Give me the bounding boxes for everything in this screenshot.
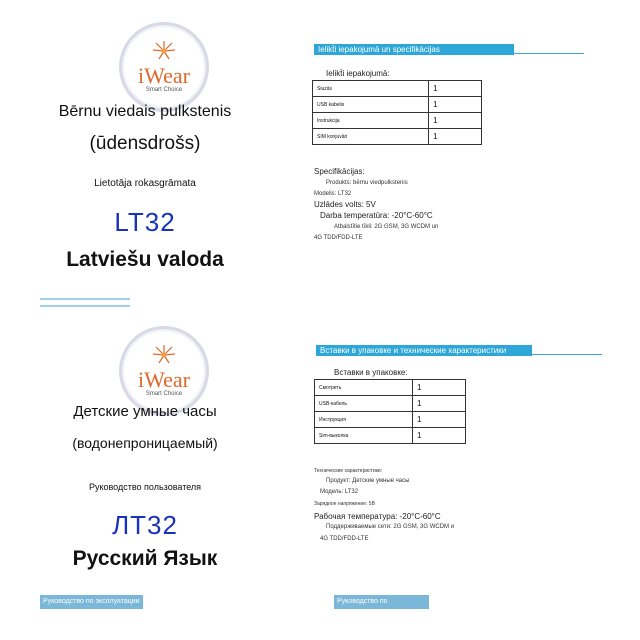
cover-manual-label: Руководство пользователя	[88, 482, 202, 492]
item-qty: 1	[413, 396, 466, 412]
spec-networks-cont: 4G TDD/FDD-LTE	[320, 536, 369, 542]
table-row	[313, 97, 482, 113]
brand-name: iWear	[138, 63, 190, 88]
spec-footer: Руководство по эксплуатации	[334, 595, 429, 609]
sun-icon	[150, 39, 178, 63]
cover-subtitle: (ūdensdrošs)	[89, 133, 201, 154]
package-label: Ielikt̄i iepakojumā:	[326, 69, 390, 78]
spec-product: Продукт: Детские умные часы	[326, 478, 410, 484]
cover-model: ЛТ32	[112, 510, 178, 540]
cover-language: Latviešu valoda	[66, 248, 224, 271]
item-qty: 1	[413, 412, 466, 428]
spec-charge-voltage: Зарядное напряжение: 5В	[314, 501, 375, 507]
table-row	[313, 129, 482, 145]
item-name: USB-кабель	[315, 396, 413, 412]
spec-header-bar: Ielikt̄i iepakojumā un specifikācijas	[314, 44, 514, 55]
spec-networks-cont: 4G TDD/FDD-LTE	[314, 235, 363, 241]
spec-operating-temp: Darba temperatūra: -20°C-60°C	[320, 211, 433, 220]
ru-cover-page	[0, 305, 300, 640]
table-row	[315, 412, 466, 428]
cover-subtitle: (водонепроницаемый)	[72, 435, 218, 451]
item-qty: 1	[429, 81, 482, 97]
item-name: Смотреть	[315, 380, 413, 396]
item-qty: 1	[429, 97, 482, 113]
item-qty: 1	[413, 380, 466, 396]
table-row	[315, 428, 466, 444]
spec-product: Produkts: bērnu viedpulkstenis	[326, 180, 408, 186]
spec-model: Modelis: LT32	[314, 191, 352, 197]
table-row	[313, 113, 482, 129]
table-row	[313, 81, 482, 97]
item-qty: 1	[429, 113, 482, 129]
cover-title: Bērnu viedais pulkstenis	[58, 103, 232, 120]
page-divider	[40, 298, 130, 300]
lv-spec-page	[300, 0, 640, 305]
brand-tagline: Smart Choice	[145, 391, 183, 397]
spec-networks: Atbalstītie tīkli: 2G GSM, 3G WCDM un	[334, 224, 439, 230]
iwear-logo	[119, 22, 209, 112]
item-name: Sim-выколка	[315, 428, 413, 444]
cover-language: Русский Язык	[72, 547, 218, 570]
cover-manual-label: Lietotāja rokasgrāmata	[94, 178, 196, 189]
cover-model: LT32	[114, 207, 176, 237]
cover-title: Детские умные часы	[73, 403, 217, 420]
spec-networks: Поддерживаемые сети: 2G GSM, 3G WCDM и	[326, 524, 455, 530]
table-row	[315, 396, 466, 412]
lv-cover-page	[0, 0, 300, 305]
sun-icon	[150, 343, 178, 367]
brand-name: iWear	[138, 367, 190, 392]
specs-label: Технические характеристики:	[314, 468, 383, 474]
item-name: Инструкция	[315, 412, 413, 428]
brand-tagline: Smart Choice	[145, 87, 183, 93]
spec-charge-voltage: Uzlādes volts: 5V	[314, 200, 376, 209]
ru-spec-page	[300, 305, 640, 640]
spec-header-bar: Вставки в упаковке и технические характеристики	[316, 345, 532, 356]
cover-footer: Руководство по эксплуатации	[40, 595, 143, 609]
item-qty: 1	[413, 428, 466, 444]
item-name: Instrukcija	[313, 113, 429, 129]
table-row	[315, 380, 466, 396]
package-table	[312, 80, 482, 145]
spec-model: Модель: LT32	[320, 489, 359, 495]
item-name: Siuzās	[313, 81, 429, 97]
item-qty: 1	[429, 129, 482, 145]
specs-label: Specifikācijas:	[314, 167, 365, 176]
page-divider	[40, 305, 130, 307]
spec-operating-temp: Рабочая температура: -20°C-60°C	[314, 512, 441, 521]
item-name: USB kabelis	[313, 97, 429, 113]
package-table	[314, 379, 466, 444]
item-name: SIM konjuvāri	[313, 129, 429, 145]
package-label: Вставки в упаковке:	[334, 368, 408, 377]
